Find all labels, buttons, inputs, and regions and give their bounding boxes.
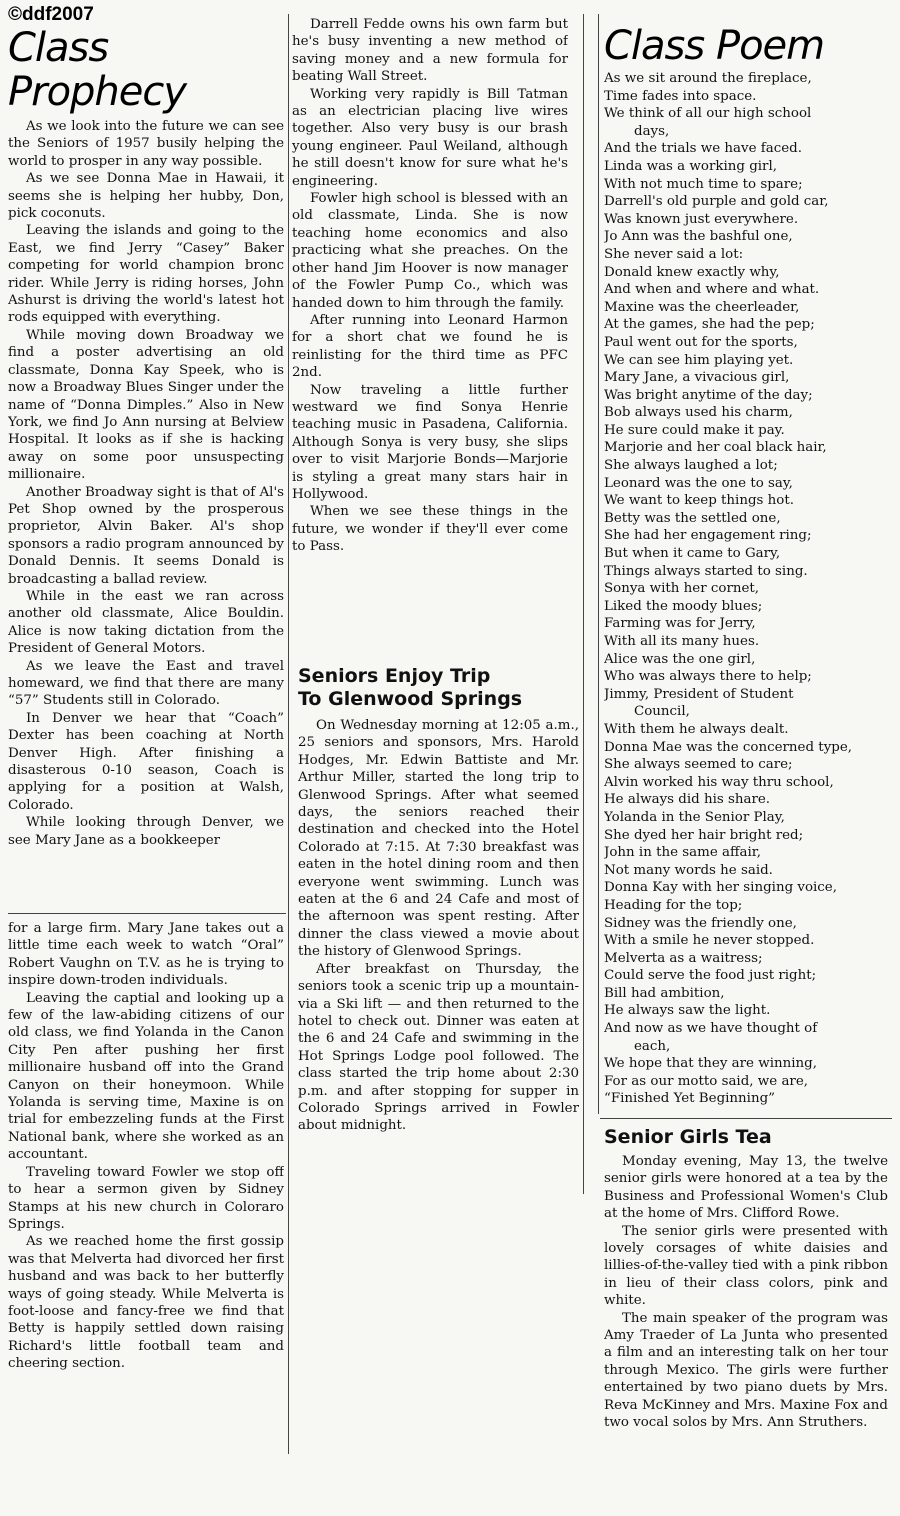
poem-line: For as our motto said, we are, [604,1073,809,1089]
poem-line: “Finished Yet Beginning” [604,1091,776,1107]
prophecy-paragraph: Traveling toward Fowler we stop off to hear a sermon given by Sidney Stamps at his new church in Coloraro Springs. [8,1164,284,1232]
poem-line: Donna Mae was the concerned type, [604,739,853,755]
trip-paragraph: After breakfast on Thursday, the seniors took a scenic trip up a mountain-via a Ski lift — and then returned to the hotel to check out. Dinner was eaten at the 6 and 24 Cafe and swimming in the Hot Springs Lodge pool followed. The class started the trip home about 2:30 p.m. and after stopping for supper in Colorado Springs arrived in Fowler about midnight. [298,961,579,1134]
poem-line: He always saw the light. [604,1003,771,1019]
poem-line: Heading for the top; [604,897,743,913]
trip-headline-line-2: To Glenwood Springs [298,688,523,710]
prophecy-paragraph: As we reached home the first gossip was that Melverta had divorced her first husband and was back to her butterfly ways of going steady. While Melverta is foot-loose and fancy-free we find that Betty is happily settled down raising Richard's little football team and cheering section. [8,1234,284,1372]
poem-line: Alice was the one girl, [604,651,756,667]
prophecy-paragraph: As we leave the East and travel homeward, we find that there are many “57” Students still in Colorado. [8,658,284,709]
poem-line: She never said a lot: [604,246,744,262]
poem-line: But when it came to Gary, [604,546,781,562]
prophecy-continuation [8,920,284,1460]
prophecy-paragraph: While looking through Denver, we see Mary Jane as a bookkeeper [8,815,284,848]
prophecy-paragraph: In Denver we hear that “Coach” Dexter has been coaching at North Denver High. After finishing a disasterous 0-10 season, Coach is applying for a position at Walsh, Colorado. [8,710,284,813]
column-divider-vertical [598,14,599,1114]
poem-line: Betty was the settled one, [604,510,781,526]
prophecy-paragraph: for a large firm. Mary Jane takes out a little time each week to watch “Oral” Robert Vaughn on T.V. as he is trying to inspire down-troden individuals. [8,921,284,989]
poem-line: Council, [634,704,690,720]
poem-line: Linda was a working girl, [604,158,777,174]
poem-title: Class Poem [604,24,825,69]
poem-line: He always did his share. [604,792,771,808]
poem-line: Marjorie and her coal black hair, [604,440,827,456]
prophecy-paragraph: While moving down Broadway we find a poster advertising an old classmate, Donna Kay Speek, who is now a Broadway Blues Singer under the name of “Donna Dimples.” Also in New York, we find Jo Ann nursing at Belview Hospital. It looks as if she is hacking away on some poor unsuspecting millionaire. [8,327,284,483]
trip-headline-line-1: Seniors Enjoy Trip [298,665,491,687]
poem-line: Time fades into space. [604,88,757,104]
column-divider-vertical [583,14,584,1194]
poem-line: And now as we have thought of [604,1021,818,1037]
prophecy-paragraph: Leaving the islands and going to the East, we find Jerry “Casey” Baker competing for world champion bronc rider. While Jerry is riding horses, John Ashurst is driving the world's latest hot rods equipped with everything. [8,223,284,326]
poem-line: As we sit around the fireplace, [604,71,812,86]
column-divider-horizontal [8,913,286,914]
poem-line: Farming was for Jerry, [604,616,756,632]
poem-line: Jimmy, President of Student [604,686,794,702]
poem-line: With them he always dealt. [604,721,789,737]
poem-line: We want to keep things hot. [604,493,794,509]
poem-line: John in the same affair, [604,845,761,861]
poem-line: Donna Kay with her singing voice, [604,880,837,896]
prophecy-paragraph: After running into Leonard Harmon for a short chat we found he is reinlisting for the third time as PFC 2nd. [292,312,568,381]
poem-line: Was bright anytime of the day; [604,387,813,403]
tea-article [604,1126,888,1506]
poem-line: Darrell's old purple and gold car, [604,194,829,210]
prophecy-paragraph: When we see these things in the future, we wonder if they'll ever come to Pass. [292,504,568,555]
tea-paragraph: The senior girls were presented with lovely corsages of white daisies and lillies-of-the-valley tied with a pink ribbon in lieu of their class colors, pink and white. [604,1223,888,1309]
poem-line: Maxine was the cheerleader, [604,299,800,315]
poem-line: Sonya with her cornet, [604,581,760,597]
poem-line: And the trials we have faced. [604,141,802,157]
poem-line: each, [634,1038,671,1054]
prophecy-paragraph: Darrell Fedde owns his own farm but he's busy inventing a new method of saving money and a new formula for beating Wall Street. [292,17,568,85]
poem-column [604,24,894,1119]
poem-line: Things always started to sing. [604,563,808,579]
prophecy-paragraph: Now traveling a little further westward we find Sonya Henrie teaching music in Pasadena, California. Although Sonya is very busy, she slips over to visit Marjorie Bonds—Marjorie is styling a great many stars hair in Hollywood. [292,382,568,502]
poem-line: We can see him playing yet. [604,352,794,368]
poem-line: Yolanda in the Senior Play, [604,809,785,825]
poem-line: He sure could make it pay. [604,422,785,438]
column-divider-vertical [288,14,289,1454]
poem-line: Jo Ann was the bashful one, [604,229,793,245]
poem-line: Who was always there to help; [604,669,812,685]
poem-line: Leonard was the one to say, [604,475,793,491]
poem-line: Paul went out for the sports, [604,334,798,350]
tea-headline: Senior Girls Tea [604,1126,772,1148]
poem-line: She dyed her hair bright red; [604,827,804,843]
poem-line: With not much time to spare; [604,176,803,192]
poem-line: Sidney was the friendly one, [604,915,797,931]
poem-line: At the games, she had the pep; [604,317,815,333]
prophecy-paragraph: Working very rapidly is Bill Tatman as an electrician placing live wires together. Also very busy is our brash young engineer. Paul Weiland, although he still doesn't know for sure what he's engineering. [292,86,568,189]
prophecy-paragraph: As we look into the future we can see the Seniors of 1957 busily helping the world to prosper in any way possible. [8,119,284,169]
poem-line: She always laughed a lot; [604,458,778,474]
poem-line: Mary Jane, a vivacious girl, [604,370,790,386]
poem-line: We think of all our high school [604,106,812,122]
poem-line: Was known just everywhere. [604,211,799,227]
poem-line: Not many words he said. [604,862,773,878]
poem-line: Liked the moody blues; [604,598,763,614]
poem-line: She always seemed to care; [604,757,793,773]
prophecy-column-1 [8,26,284,906]
copyright-watermark: ©ddf2007 [8,4,94,25]
poem-line: Donald knew exactly why, [604,264,780,280]
poem-line: Bill had ambition, [604,985,725,1001]
prophecy-paragraph: While in the east we ran across another old classmate, Alice Bouldin. Alice is now taking dictation from the President of General Motors. [8,588,284,657]
poem-lines [604,70,894,1108]
prophecy-title: Class Prophecy [8,26,187,115]
poem-line: Alvin worked his way thru school, [604,774,834,790]
trip-article [298,665,579,1195]
prophecy-paragraph: Fowler high school is blessed with an old classmate, Linda. She is now teaching home economics and also practicing what she preaches. On the other hand Jim Hoover is now manager of the Fowler Pump Co., which was handed down to him through the family. [292,191,568,311]
poem-line: days, [634,123,670,139]
poem-line: She had her engagement ring; [604,528,812,544]
poem-line: With a smile he never stopped. [604,933,815,949]
poem-line: We hope that they are winning, [604,1056,817,1072]
prophecy-column-2 [292,16,568,634]
poem-line: And when and where and what. [604,282,820,298]
prophecy-paragraph: Another Broadway sight is that of Al's Pet Shop owned by the prosperous proprietor, Alvin Baker. Al's shop sponsors a radio program announced by Donald Dennis. It seems Donald is broadcasting a ballad review. [8,484,284,587]
trip-paragraph: On Wednesday morning at 12:05 a.m., 25 seniors and sponsors, Mrs. Harold Hodges, Mr. Edwin Battiste and Mr. Arthur Miller, started the long trip to Glenwood Springs. After what seemed days, the seniors reached their destination and checked into the Hotel Colorado at 7:15. At 7:30 breakfast was eaten in the hotel dining room and then everyone went swimming. Lunch was eaten at the 6 and 24 Cafe and most of the afternoon was spent resting. After dinner the class viewed a movie about the history of Glenwood Springs. [298,718,579,960]
column-divider-horizontal [600,1118,892,1119]
poem-line: Melverta as a waitress; [604,950,763,966]
prophecy-paragraph: As we see Donna Mae in Hawaii, it seems she is helping her hubby, Don, pick coconuts. [8,171,284,222]
tea-paragraph: The main speaker of the program was Amy Traeder of La Junta who presented a film and an interesting talk on her tour through Mexico. The girls were further entertained by two piano duets by Mrs. Reva McKinney and Mrs. Maxine Fox and two vocal solos by Mrs. Ann Struthers. [604,1310,888,1431]
prophecy-paragraph: Leaving the captial and looking up a few of the law-abiding citizens of our old class, we find Yolanda in the Canon City Pen after pushing her first millionaire husband off into the Grand Canyon on their honeymoon. While Yolanda is serving time, Maxine is on trial for embezzeling funds at the First National bank, where she worked as an accountant. [8,990,284,1163]
tea-paragraph: Monday evening, May 13, the twelve senior girls were honored at a tea by the Business and Professional Women's Club at the home of Mrs. Clifford Rowe. [604,1154,888,1222]
poem-line: Could serve the food just right; [604,968,817,984]
poem-line: Bob always used his charm, [604,405,793,421]
poem-line: With all its many hues. [604,634,760,649]
